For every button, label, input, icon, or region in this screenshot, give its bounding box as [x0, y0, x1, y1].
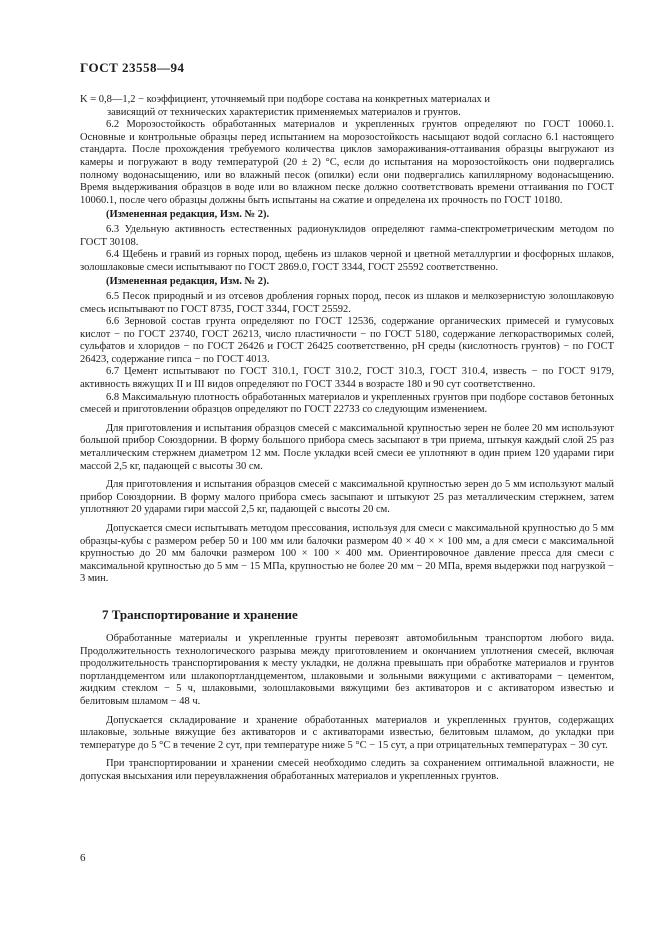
paragraph-6-5: 6.5 Песок природный и из отсевов дробления горных пород, песок из шлаков и мелкозернистую золошлаковую смесь испытывают по ГОСТ 8735, ГОСТ 3344, ГОСТ 25592.	[80, 290, 614, 315]
coefficient-line: K = 0,8—1,2 − коэффициент, уточняемый при подборе состава на конкретных материалах и	[80, 94, 490, 105]
section-7-paragraph: Обработанные материалы и укрепленные грунты перевозят автомобильным транспортом любого вида. Продолжительность технологического разрыва между приготовлением и окончанием уплотнения смесей, включая продолжительность транспортирования к месту укладки, не должна превышать при обработке материалов и грунтов портландцементом или шлакопортландцементом, шлаковыми и зольными вяжущими с активаторами − цементом, жидким стеклом − 5 ч, шлаковыми, золошлаковыми вяжущими без активаторов и с активатором известью и белитовым шламом − 48 ч.	[80, 632, 614, 707]
document-page	[80, 60, 614, 784]
paragraph-6-2: 6.2 Морозостойкость обработанных материалов и укрепленных грунтов определяют по ГОСТ 10060.1. Основные и контрольные образцы перед испытанием на морозостойкость насыщают водой согласно 6.1 настоящего стандарта. После прохождения требуемого количества циклов замораживания-оттаивания образцы выгружают из камеры и погружают в воду температурой (20 ± 2) °С, если до испытания на морозостойкость они подвергались полному водонасыщению, или во влажный песок (опилки) если они подвергались капиллярному водонасыщению. Время выдерживания образцов в воде или во влажном песке должно соответствовать времени оттаивания по ГОСТ 10060.1, после чего образцы должны быть испытаны на сжатие и определена их прочность по ГОСТ 10180.	[80, 119, 614, 206]
paragraph-6-4: 6.4 Щебень и гравий из горных пород, щебень из шлаков черной и цветной металлургии и фосфорных шлаков, золошлаковые смеси испытывают по ГОСТ 2869.0, ГОСТ 3344, ГОСТ 25592 соответственно.	[80, 249, 614, 273]
amendment-note: (Измененная редакция, Изм. № 2).	[106, 276, 270, 288]
paragraph-6-6: 6.6 Зерновой состав грунта определяют по ГОСТ 12536, содержание органических примесей и гумусовых кислот − по ГОСТ 23740, ГОСТ 26213, число пластичности − по ГОСТ 5180, содержание легкорастворимых солей, сульфатов и хлоридов − по ГОСТ 26426 и ГОСТ 26425 соответственно, рН среды (кислотность грунтов) − по ГОСТ 26423, содержание гипса − по ГОСТ 4013.	[80, 316, 614, 365]
section-7-heading: 7 Транспортирование и хранение	[102, 606, 298, 622]
document-header: ГОСТ 23558—94	[80, 60, 185, 75]
amendment-note: (Измененная редакция, Изм. № 2).	[106, 209, 270, 221]
paragraph-6-8: 6.8 Максимальную плотность обработанных материалов и укрепленных грунтов при подборе составов бетонных смесей и приготовлении образцов определяют по ГОСТ 22733 со следующим изменением.	[80, 391, 614, 416]
section-7-paragraph: При транспортировании и хранении смесей необходимо следить за сохранением оптимальной влажности, не допуская высыхания или переувлажнения обработанных материалов и укрепленных грунтов.	[80, 758, 614, 782]
paragraph-pressing-method: Допускается смеси испытывать методом прессования, используя для смеси с максимальной крупностью до 5 мм образцы-кубы с размером ребер 50 и 100 мм или балочки размером 40 × 40 × × 100 мм, а для смеси с максимальной крупностью до 20 мм балочки размером 100 × 100 × 400 мм. Ориентировочное давление пресса для смеси с максимальной крупностью до 5 мм − 15 МПа, крупностью не более 20 мм − 20 МПа, время выдержки под нагрузкой − 3 мин.	[80, 523, 614, 585]
paragraph-small-device: Для приготовления и испытания образцов смесей с максимальной крупностью зерен до 5 мм используют малый прибор Союздорнии. В форму малого прибора смесь засыпают и штыкуют 25 раз металлическим стержнем, затем уплотняют 20 ударами гири массой 2,5 кг, падающей с высоты 20 см.	[80, 479, 614, 516]
paragraph-6-3: 6.3 Удельную активность естественных радионуклидов определяют гамма-спектрометрическим методом по ГОСТ 30108.	[80, 223, 614, 248]
page-number: 6	[80, 852, 86, 864]
paragraph-6-7: 6.7 Цемент испытывают по ГОСТ 310.1, ГОСТ 310.2, ГОСТ 310.3, ГОСТ 310.4, известь − по ГОСТ 9179, активность вяжущих II и III видов определяют по ГОСТ 3344 в возрасте 180 и 90 сут соответственно.	[80, 366, 614, 391]
coefficient-line-continuation: зависящий от технических характеристик применяемых материалов и грунтов.	[107, 106, 461, 118]
section-7-paragraph: Допускается складирование и хранение обработанных материалов и укрепленных грунтов, содержащих шлаковые, зольные вяжущие без активаторов и с активаторами известью, белитовым шламом, до укладки при температуре до 5 °С в течение 2 сут, при температуре ниже 5 °С − 15 сут, а при отрицательных температурах − 30 сут.	[80, 714, 614, 751]
paragraph-large-device: Для приготовления и испытания образцов смесей с максимальной крупностью зерен не более 20 мм используют большой прибор Союздорнии. В форму большого прибора смесь засыпают в три приема, штыкуя каждый слой 25 раз металлическим стержнем диаметром 12 мм. После укладки всей смеси ее уплотняют в один прием 120 ударами гири массой 2,5 кг, падающей с высоты 30 см.	[80, 422, 614, 472]
